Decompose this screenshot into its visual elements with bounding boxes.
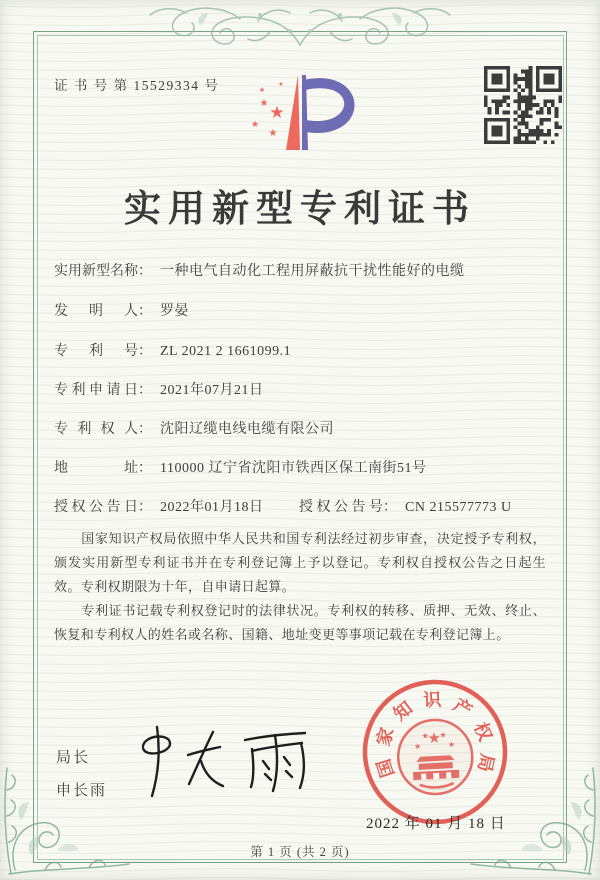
field-value: 沈阳辽缆电线电缆有限公司	[160, 422, 334, 437]
seal-char: 国	[373, 756, 398, 780]
cnipa-logo-icon	[232, 70, 407, 175]
seal-char: 家	[373, 725, 398, 749]
signer-title: 局长	[56, 750, 91, 766]
field-label: 实用新型名称	[54, 264, 138, 279]
field-colon: ：	[138, 500, 152, 515]
svg-text:★: ★	[447, 739, 456, 750]
official-seal	[356, 673, 514, 831]
field-value: 2021年07月21日	[160, 383, 264, 398]
field-value: 110000 辽宁省沈阳市铁西区保工南街51号	[160, 461, 427, 476]
seal-date: 2022 年 01 月 18 日	[366, 816, 506, 832]
page-number: 第 1 页 (共 2 页)	[250, 845, 350, 859]
svg-text:★: ★	[439, 730, 447, 740]
field-row-address	[54, 457, 546, 477]
seal-char: 权	[470, 719, 496, 744]
svg-text:★: ★	[421, 731, 429, 741]
field-colon: ：	[138, 344, 152, 359]
svg-text:★: ★	[259, 98, 269, 109]
svg-text:★: ★	[269, 103, 285, 123]
field-label: 专利号	[54, 344, 138, 359]
grant-number-pair	[299, 496, 512, 516]
field-colon: ：	[138, 422, 152, 437]
field-row-inventor	[54, 300, 546, 320]
national-emblem-icon	[396, 718, 474, 796]
signer-name: 申长雨	[56, 783, 108, 799]
svg-text:★: ★	[413, 741, 422, 752]
seal-char: 识	[422, 689, 442, 711]
certificate-number: 证 书 号 第 15529334 号	[54, 78, 220, 93]
field-value: 罗晏	[160, 304, 189, 319]
seal-char: 局	[474, 751, 498, 774]
field-row-patent-no	[54, 340, 546, 360]
seal-char: 知	[389, 697, 417, 725]
field-row-patentee	[54, 418, 546, 438]
qr-code	[484, 66, 562, 144]
field-value: CN 215577773 U	[405, 500, 512, 515]
field-label: 授权公告号	[299, 500, 383, 515]
field-row-name	[54, 260, 546, 280]
field-label: 发明人	[54, 304, 138, 319]
legal-text	[54, 527, 546, 647]
field-label: 专利权人	[54, 422, 138, 437]
svg-text:★: ★	[258, 86, 266, 94]
svg-text:★: ★	[268, 128, 278, 139]
field-row-filing-date	[54, 379, 546, 399]
field-value: 2022年01月18日	[160, 500, 264, 515]
certificate-title: 实用新型专利证书	[124, 189, 476, 230]
svg-text:★: ★	[278, 81, 284, 88]
field-label: 地址	[54, 461, 138, 476]
field-colon: ：	[383, 500, 397, 515]
field-value: ZL 2021 2 1661099.1	[160, 344, 292, 359]
field-colon: ：	[138, 383, 152, 398]
legal-paragraph-1: 国家知识产权局依照中华人民共和国专利法经过初步审查，决定授予专利权，颁发实用新型专利证书并在专利登记簿上予以登记。专利权自授权公告之日起生效。专利权期限为十年，自申请日起算。	[54, 531, 546, 595]
svg-text:★: ★	[250, 120, 260, 130]
svg-text:★: ★	[427, 728, 442, 748]
field-label: 专利申请日	[54, 383, 138, 398]
field-colon: ：	[138, 264, 152, 279]
field-colon: ：	[138, 304, 152, 319]
director-signature	[125, 722, 325, 812]
field-row-grant	[54, 496, 546, 516]
field-colon: ：	[138, 461, 152, 476]
seal-char: 产	[449, 694, 476, 722]
legal-paragraph-2: 专利证书记载专利权登记时的法律状况。专利权的转移、质押、无效、终止、恢复和专利权人的姓名或名称、国籍、地址变更等事项记载在专利登记簿上。	[54, 603, 546, 643]
field-value: 一种电气自动化工程用屏蔽抗干扰性能好的电缆	[160, 264, 465, 279]
field-label: 授权公告日	[54, 500, 138, 515]
